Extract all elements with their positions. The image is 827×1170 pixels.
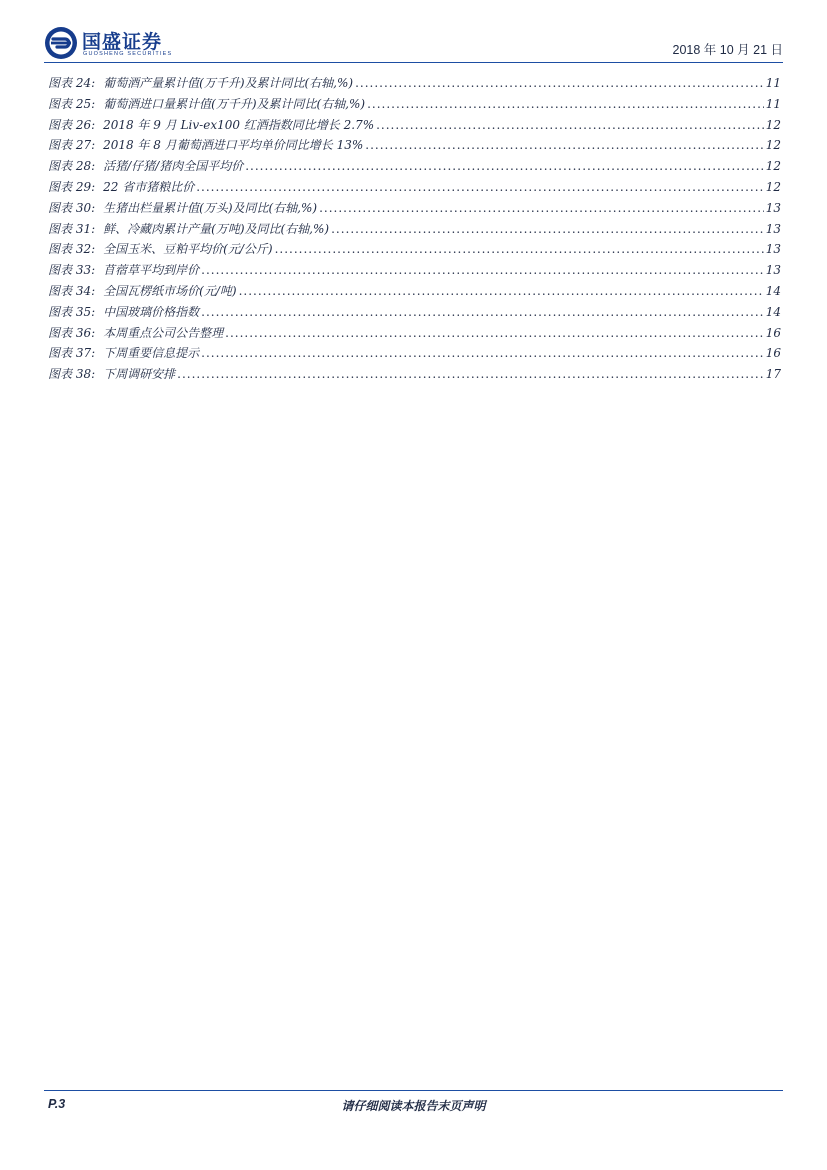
footer-divider xyxy=(44,1090,783,1091)
toc-entry[interactable] xyxy=(48,324,781,345)
toc-entry-page: 14 xyxy=(765,283,781,298)
toc-entry-title: 本周重点公司公告整理 xyxy=(103,325,224,340)
toc-entry-page: 12 xyxy=(765,179,781,194)
toc-entry[interactable] xyxy=(48,261,781,282)
toc-entry-page: 17 xyxy=(765,367,781,382)
toc-entry-title: 全国玉米、豆粕平均价(元/公斤) xyxy=(103,242,273,257)
toc-entry-title: 生猪出栏量累计值(万头)及同比(右轴,%) xyxy=(103,200,318,215)
toc-entry-label: 图表 30: xyxy=(48,200,96,215)
toc-dot-leader xyxy=(319,201,764,215)
toc-entry[interactable] xyxy=(48,74,781,95)
toc-dot-leader xyxy=(225,326,764,340)
logo-chinese-name: 国盛证券 xyxy=(82,31,163,53)
report-date: 2018 年 10 月 21 日 xyxy=(672,43,783,57)
toc-entry-title: 鲜、冷藏肉累计产量(万吨)及同比(右轴,%) xyxy=(103,221,330,236)
toc-entry[interactable] xyxy=(48,240,781,261)
guosheng-logo-icon xyxy=(44,26,78,60)
toc-entry-label: 图表 36: xyxy=(48,325,96,340)
toc-entry-title: 22 省市猪粮比价 xyxy=(103,179,195,194)
toc-entry[interactable] xyxy=(48,178,781,199)
page-number: P.3 xyxy=(48,1097,66,1111)
toc-entry[interactable] xyxy=(48,365,781,386)
toc-dot-leader xyxy=(367,97,764,111)
toc-entry[interactable] xyxy=(48,220,781,241)
toc-entry-page: 13 xyxy=(765,200,781,215)
toc-dot-leader xyxy=(239,284,764,298)
toc-dot-leader xyxy=(245,159,763,173)
toc-entry-page: 16 xyxy=(765,325,781,340)
toc-entry-title: 2018 年 9 月 Liv-ex100 红酒指数同比增长 2.7% xyxy=(103,117,375,132)
toc-entry-page: 12 xyxy=(765,159,781,174)
toc-entry-page: 14 xyxy=(765,304,781,319)
toc-dot-leader xyxy=(201,263,764,277)
toc-entry-title: 2018 年 8 月葡萄酒进口平均单价同比增长 13% xyxy=(103,138,364,153)
toc-entry[interactable] xyxy=(48,282,781,303)
toc-entry-label: 图表 29: xyxy=(48,179,96,194)
toc-entry-page: 13 xyxy=(765,221,781,236)
logo-english-name: GUOSHENG SECURITIES xyxy=(83,51,173,57)
toc-entry-page: 11 xyxy=(765,76,781,90)
figure-index-list xyxy=(48,74,781,386)
toc-entry-title: 下周重要信息提示 xyxy=(103,346,200,361)
toc-entry[interactable] xyxy=(48,116,781,137)
toc-entry-page: 12 xyxy=(765,117,781,132)
toc-entry-label: 图表 32: xyxy=(48,242,96,257)
toc-entry-label: 图表 34: xyxy=(48,283,96,298)
toc-entry-title: 中国玻璃价格指数 xyxy=(103,304,200,319)
toc-dot-leader xyxy=(365,138,763,152)
toc-entry-label: 图表 33: xyxy=(48,263,96,278)
toc-dot-leader xyxy=(196,180,763,194)
toc-entry-label: 图表 26: xyxy=(48,117,96,132)
toc-entry-label: 图表 31: xyxy=(48,221,96,236)
toc-entry-title: 葡萄酒进口量累计值(万千升)及累计同比(右轴,%) xyxy=(103,96,366,111)
toc-entry-label: 图表 37: xyxy=(48,346,96,361)
toc-entry[interactable] xyxy=(48,344,781,365)
toc-dot-leader xyxy=(275,242,764,256)
toc-entry-title: 苜蓿草平均到岸价 xyxy=(103,263,200,278)
toc-entry-label: 图表 38: xyxy=(48,367,96,382)
toc-entry[interactable] xyxy=(48,303,781,324)
toc-entry[interactable] xyxy=(48,136,781,157)
toc-dot-leader xyxy=(201,305,764,319)
toc-dot-leader xyxy=(201,346,764,360)
toc-entry-label: 图表 24: xyxy=(48,76,96,90)
toc-entry-label: 图表 35: xyxy=(48,304,96,319)
toc-entry[interactable] xyxy=(48,157,781,178)
page-header xyxy=(44,26,783,60)
toc-entry-page: 13 xyxy=(765,263,781,278)
toc-entry[interactable] xyxy=(48,95,781,116)
toc-dot-leader xyxy=(177,367,764,381)
toc-entry-page: 16 xyxy=(765,346,781,361)
toc-entry-page: 12 xyxy=(765,138,781,153)
toc-entry-page: 11 xyxy=(765,96,781,111)
toc-entry-label: 图表 25: xyxy=(48,96,96,111)
toc-entry[interactable] xyxy=(48,199,781,220)
toc-dot-leader xyxy=(355,76,764,90)
toc-entry-title: 葡萄酒产量累计值(万千升)及累计同比(右轴,%) xyxy=(103,76,354,90)
toc-dot-leader xyxy=(331,222,764,236)
toc-entry-label: 图表 28: xyxy=(48,159,96,174)
toc-entry-page: 13 xyxy=(765,242,781,257)
toc-entry-title: 全国瓦楞纸市场价(元/吨) xyxy=(103,283,237,298)
toc-entry-label: 图表 27: xyxy=(48,138,96,153)
toc-entry-title: 下周调研安排 xyxy=(103,367,176,382)
footer-disclaimer: 请仔细阅读本报告末页声明 xyxy=(341,1099,486,1113)
toc-dot-leader xyxy=(376,118,764,132)
header-divider xyxy=(44,62,783,63)
toc-entry-title: 活猪/仔猪/猪肉全国平均价 xyxy=(103,159,244,174)
